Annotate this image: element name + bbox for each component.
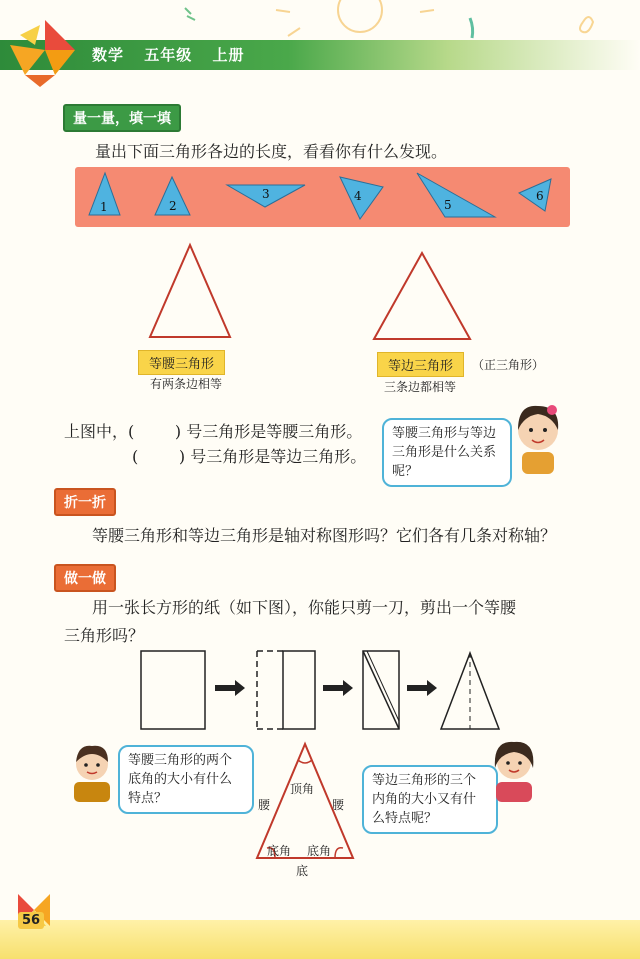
boy-avatar — [66, 742, 118, 802]
tangram-logo-icon — [0, 15, 90, 90]
right-leg-label: 腰 — [332, 798, 345, 812]
triangle-5 — [417, 173, 495, 217]
header-title — [92, 44, 259, 65]
equilateral-triangle-outline — [370, 250, 475, 342]
section-tag-measure: 量一量，填一填 — [63, 104, 181, 132]
equilateral-caption: 三条边都相等 — [384, 380, 457, 394]
girl-avatar — [508, 402, 568, 474]
speech-bubble-base-angles: 等腰三角形的两个底角的大小有什么特点？ — [118, 745, 254, 814]
isosceles-triangle-outline — [140, 240, 240, 340]
speech-bubble-relation: 等腰三角形与等边三角形是什么关系呢？ — [382, 418, 512, 487]
arrow-right-icon — [407, 680, 437, 696]
equilateral-alias: （正三角形） — [472, 358, 545, 372]
triangle-number: 5 — [444, 198, 452, 212]
section-tag-do: 做一做 — [54, 564, 116, 592]
arrow-right-icon — [215, 680, 245, 696]
right-base-angle-label: 底角 — [307, 844, 332, 858]
equilateral-label: 等边三角形 — [377, 352, 464, 377]
fill-blank-equilateral: ( ) 号三角形是等边三角形。 — [132, 447, 367, 466]
speech-bubble-inner-angles: 等边三角形的三个内角的大小又有什么特点呢？ — [362, 765, 498, 834]
girl-avatar-2 — [486, 738, 542, 802]
folding-sequence — [135, 645, 505, 733]
apex-angle-label: 顶角 — [290, 782, 315, 796]
volume-label: 上册 — [212, 46, 245, 64]
grade-label: 五年级 — [144, 46, 193, 64]
subject-label: 数学 — [92, 46, 125, 64]
section-tag-fold: 折一折 — [54, 488, 116, 516]
measure-instruction: 量出下面三角形各边的长度，看看你有什么发现。 — [95, 142, 448, 161]
left-leg-label: 腰 — [258, 798, 271, 812]
top-doodles — [0, 0, 640, 40]
triangle-number: 3 — [262, 187, 270, 201]
triangle-set — [75, 167, 570, 227]
do-question-line1: 用一张长方形的纸（如下图），你能只剪一刀，剪出一个等腰 — [92, 598, 517, 617]
isosceles-caption: 有两条边相等 — [150, 377, 223, 391]
triangle-number: 4 — [354, 189, 362, 203]
fold-question: 等腰三角形和等边三角形是轴对称图形吗？它们各有几条对称轴？ — [92, 526, 557, 545]
triangle-6 — [519, 179, 551, 211]
do-question-line2: 三角形吗？ — [64, 626, 145, 645]
triangle-number: 6 — [536, 189, 544, 203]
arrow-right-icon — [323, 680, 353, 696]
footer-band — [0, 920, 640, 959]
triangle-number: 1 — [100, 200, 108, 214]
page-number: 56 — [18, 912, 44, 929]
triangle-number: 2 — [169, 199, 177, 213]
isosceles-label: 等腰三角形 — [138, 350, 225, 375]
folded-paper — [283, 651, 315, 729]
base-label: 底 — [296, 864, 309, 878]
left-base-angle-label: 底角 — [267, 844, 292, 858]
paper-rectangle — [141, 651, 205, 729]
fill-blank-isosceles: 上图中，( ) 号三角形是等腰三角形。 — [64, 422, 363, 441]
